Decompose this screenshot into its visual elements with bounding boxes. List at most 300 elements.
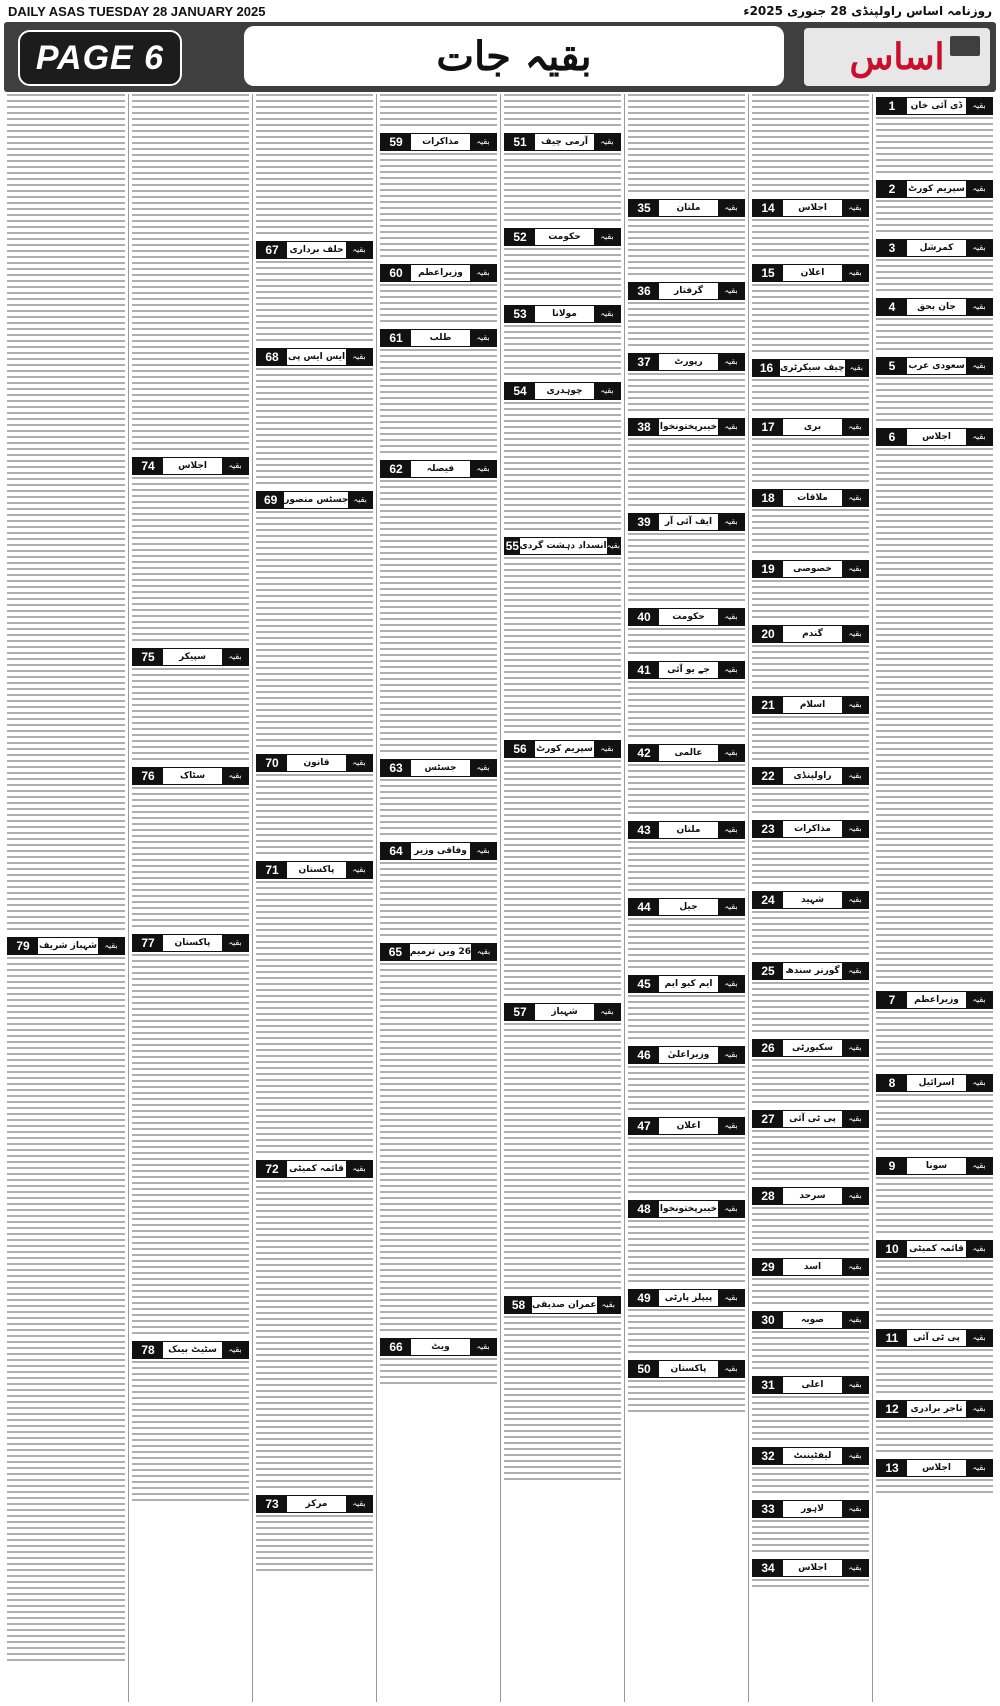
continuation-title: وزیراعظم [418,268,463,278]
continuation-title: سپریم کورٹ [536,744,593,754]
continuation-header [628,1360,745,1378]
article-text-block [256,881,373,1157]
article-text-block [752,509,869,557]
article-text-block [752,580,869,622]
continuation-header [752,1447,869,1465]
continuation-title: گرفتار [674,286,703,296]
continuation-number: 37 [629,354,659,370]
continuation-number: 71 [257,862,287,878]
continued-tag: بقیہ [842,1259,868,1275]
continuation-number: 19 [753,561,783,577]
continued-tag: بقیہ [222,458,248,474]
continuation-number: 67 [257,242,287,258]
continuation-number: 2 [877,181,907,197]
continuation-number: 76 [133,768,163,784]
article-text-block [876,1349,993,1397]
continuation-header [752,1110,869,1128]
continued-tag: بقیہ [346,755,372,771]
continued-tag: بقیہ [718,1290,744,1306]
continuation-title: آرمی چیف [541,137,588,147]
article-text-block [752,1579,869,1591]
article-text-block [380,284,497,326]
continuation-header [752,1376,869,1394]
continuation-number: 78 [133,1342,163,1358]
continued-tag: بقیہ [346,862,372,878]
continuation-title: مذاکرات [422,137,459,147]
article-text-block [256,261,373,345]
continuation-title: صوبہ [801,1315,824,1325]
continuation-header [504,305,621,323]
article-text-block [876,1479,993,1497]
article-text-block [752,438,869,486]
continuation-number: 75 [133,649,163,665]
continuation-header [132,934,249,952]
continuation-header [876,97,993,115]
continuation-header [752,767,869,785]
article-text-block [380,94,497,130]
continuation-header [7,937,125,955]
continuation-number: 77 [133,935,163,951]
continuation-title: سرحد [799,1191,826,1201]
continued-tag: بقیہ [842,1312,868,1328]
article-text-block [628,1220,745,1286]
continuation-title: اجلاس [922,432,951,442]
continuation-number: 50 [629,1361,659,1377]
continuation-header [752,962,869,980]
continuation-number: 31 [753,1377,783,1393]
continuation-number: 41 [629,662,659,678]
continued-tag: بقیہ [718,609,744,625]
continuation-header [380,329,497,347]
continued-tag: بقیہ [594,741,620,757]
continued-tag: بقیہ [594,306,620,322]
continuation-number: 8 [877,1075,907,1091]
continued-tag: بقیہ [718,354,744,370]
continued-tag: بقیہ [842,768,868,784]
continuation-header [256,1160,373,1178]
continuation-title: رپورٹ [674,357,703,367]
continuation-title: اسرائیل [918,1078,955,1088]
article-text-block [256,774,373,858]
continuation-title: ملتان [676,825,701,835]
article-text-block [752,840,869,888]
continuation-number: 74 [133,458,163,474]
continuation-title: وفاقی وزیر [414,846,467,856]
continuation-number: 51 [505,134,535,150]
continued-tag: بقیہ [842,892,868,908]
continuation-header [504,382,621,400]
continuation-number: 7 [877,992,907,1008]
continuation-title: لیفٹیننٹ [793,1451,832,1461]
continuation-header [380,842,497,860]
continuation-header [504,1296,621,1314]
continued-tag: بقیہ [98,938,124,954]
continued-tag: بقیہ [718,514,744,530]
continuation-number: 28 [753,1188,783,1204]
article-text-block [504,325,621,379]
continued-tag: بقیہ [966,1241,992,1257]
continuation-header [876,991,993,1009]
masthead [4,22,996,92]
article-text-block [628,841,745,895]
continuation-title: اعلان [676,1121,701,1131]
article-text-block [256,94,373,238]
continued-tag: بقیہ [346,242,372,258]
continuation-header [132,457,249,475]
article-text-block [380,480,497,756]
continued-tag: بقیہ [718,1201,744,1217]
continuation-title: مرکز [305,1499,328,1509]
column [252,94,376,1702]
continued-tag: بقیہ [470,330,496,346]
continuation-title: ایم کیو ایم [664,979,713,989]
continued-tag: بقیہ [845,360,868,376]
article-text-block [504,94,621,130]
continued-tag: بقیہ [470,843,496,859]
continuation-title: لاہور [801,1504,824,1514]
continuation-number: 24 [753,892,783,908]
continuation-number: 16 [753,360,780,376]
continuation-title: جسٹس منصور [284,495,349,505]
continuation-header [628,513,745,531]
continuation-number: 20 [753,626,783,642]
continued-tag: بقیہ [718,1361,744,1377]
continuation-header [256,1495,373,1513]
continuation-header [752,1559,869,1577]
continuation-title: سپریم کورٹ [908,184,965,194]
continuation-number: 65 [381,944,410,960]
continuation-number: 22 [753,768,783,784]
continuation-title: حلف برداری [289,245,344,255]
continuation-title: شہید [801,895,824,905]
continuation-title: سعودی عرب [908,361,965,371]
continued-tag: بقیہ [842,1040,868,1056]
continuation-header [752,560,869,578]
continuation-header [628,282,745,300]
continuation-header [876,180,993,198]
continued-tag: بقیہ [346,1496,372,1512]
article-text-block [504,1316,621,1484]
continuation-header [504,228,621,246]
continuation-title: مذاکرات [794,824,831,834]
article-text-block [876,117,993,177]
article-text-block [628,1309,745,1357]
article-text-block [752,219,869,261]
article-text-block [628,533,745,605]
continuation-header [876,239,993,257]
continuation-title: قانون [303,758,330,768]
continuation-number: 26 [753,1040,783,1056]
continuation-title: اجلاس [178,461,207,471]
continuation-title: پیپلز پارٹی [664,1293,713,1303]
continuation-number: 38 [629,419,659,435]
continuation-number: 11 [877,1330,907,1346]
continuation-number: 55 [505,539,519,553]
continuation-title: خصوصی [793,564,832,574]
continuation-header [752,696,869,714]
continuation-number: 47 [629,1118,659,1134]
continued-tag: بقیہ [607,538,620,554]
article-text-block [132,787,249,931]
article-text-block [752,1278,869,1308]
continued-tag: بقیہ [718,745,744,761]
article-text-block [380,862,497,940]
article-text-block [876,259,993,295]
continuation-header [876,1074,993,1092]
continuation-title: وزیراعظم [914,995,959,1005]
continuation-number: 23 [753,821,783,837]
continuation-header [256,861,373,879]
continued-tag: بقیہ [966,181,992,197]
continued-tag: بقیہ [718,1118,744,1134]
article-text-block [628,219,745,279]
continuation-title: گندم [802,629,823,639]
continued-tag: بقیہ [718,822,744,838]
continuation-header [380,264,497,282]
continuation-title: وزیراعلیٰ [667,1050,710,1060]
article-text-block [380,779,497,839]
continuation-header [752,264,869,282]
continuation-header [504,740,621,758]
continuation-number: 46 [629,1047,659,1063]
continuation-header [752,1500,869,1518]
continuation-number: 57 [505,1004,535,1020]
date-line [0,0,1000,22]
continuation-header [256,491,373,509]
continuation-header [256,241,373,259]
article-text-block [628,764,745,818]
continuation-number: 25 [753,963,783,979]
continuation-number: 40 [629,609,659,625]
continuation-title: اجلاس [798,203,827,213]
continuation-title: جسٹس [424,763,457,773]
article-text-block [628,1137,745,1197]
continuation-header [628,1117,745,1135]
continuation-number: 45 [629,976,659,992]
continued-tag: بقیہ [842,963,868,979]
continuation-header [876,298,993,316]
continuation-number: 69 [257,492,284,508]
continuation-title: ملاقات [797,493,828,503]
continuation-title: اعلی [801,1380,824,1390]
continued-tag: بقیہ [966,992,992,1008]
flag-icon [950,36,980,56]
article-text-block [132,954,249,1338]
article-text-block [7,94,125,934]
continuation-title: شہباز شریف [38,941,98,951]
article-text-block [876,448,993,988]
continuation-header [380,460,497,478]
continued-tag: بقیہ [597,1297,620,1313]
continued-tag: بقیہ [346,1161,372,1177]
continuation-number: 68 [257,349,287,365]
continuation-title: قائمہ کمیٹی [289,1164,344,1174]
article-text-block [752,716,869,764]
continued-tag: بقیہ [471,944,496,960]
continued-tag: بقیہ [718,283,744,299]
continuation-header [752,891,869,909]
article-text-block [876,1011,993,1071]
continued-tag: بقیہ [966,1075,992,1091]
continuation-title: اسد [803,1262,822,1272]
continued-tag: بقیہ [842,1377,868,1393]
continuation-header [752,489,869,507]
article-text-block [504,402,621,534]
continued-tag: بقیہ [842,200,868,216]
continuation-number: 4 [877,299,907,315]
newspaper-logo [804,28,990,86]
continued-tag: بقیہ [842,490,868,506]
continuation-title: ویٹ [431,1342,450,1352]
article-text-block [752,1207,869,1255]
continuation-number: 3 [877,240,907,256]
article-text-block [7,957,125,1665]
article-text-block [504,1023,621,1293]
continued-tag: بقیہ [842,1448,868,1464]
continuation-header [628,199,745,217]
continuation-header [876,1240,993,1258]
continuation-header [380,759,497,777]
continuation-title: عمران صدیقی [532,1300,597,1310]
article-text-block [256,511,373,751]
continuation-header [752,1258,869,1276]
continued-tag: بقیہ [842,697,868,713]
continuation-number: 29 [753,1259,783,1275]
article-text-block [504,248,621,302]
article-text-block [752,1520,869,1556]
continuation-title: تاجر برادری [910,1404,963,1414]
continuation-header [752,359,869,377]
continuation-header [256,348,373,366]
continuation-title: چیف سیکرٹری [780,363,845,373]
continuation-title: ملتان [676,203,701,213]
continuation-number: 5 [877,358,907,374]
article-text-block [504,557,621,737]
continuation-number: 33 [753,1501,783,1517]
continuation-number: 36 [629,283,659,299]
continued-tag: بقیہ [222,649,248,665]
continuation-header [628,821,745,839]
continuation-title: انسداد دہشت گردی [519,541,607,551]
continued-tag: بقیہ [966,1330,992,1346]
page-title: بقیہ جات [244,26,784,86]
continuation-header [380,1338,497,1356]
continued-tag: بقیہ [222,1342,248,1358]
continued-tag: بقیہ [470,134,496,150]
continuation-header [628,661,745,679]
column [500,94,624,1702]
continued-tag: بقیہ [718,1047,744,1063]
continuation-header [628,1200,745,1218]
continuation-header [752,199,869,217]
column [624,94,748,1702]
continuation-number: 79 [8,938,38,954]
article-text-block [752,787,869,817]
continuation-title: پاکستان [670,1364,707,1374]
continuation-number: 44 [629,899,659,915]
continuation-number: 42 [629,745,659,761]
continued-tag: بقیہ [718,419,744,435]
continuation-header [876,428,993,446]
continued-tag: بقیہ [842,561,868,577]
continuation-title: جیل [679,902,698,912]
continuation-header [628,1046,745,1064]
continuation-title: راولپنڈی [793,771,832,781]
continuation-header [132,767,249,785]
article-text-block [628,918,745,972]
continuation-number: 54 [505,383,535,399]
article-text-block [628,995,745,1043]
continuation-title: خیبرپختونخوا [659,1204,718,1214]
continuation-title: سٹیٹ بینک [168,1345,217,1355]
continuation-title: شہباز [551,1007,578,1017]
continuation-header [132,1341,249,1359]
article-text-block [132,1361,249,1505]
article-text-block [504,760,621,1000]
continued-tag: بقیہ [842,265,868,281]
continuation-title: ڈی آئی خان [910,101,963,111]
article-text-block [876,1177,993,1237]
article-text-block [628,94,745,196]
continuation-title: ایف آئی آر [664,517,713,527]
continued-tag: بقیہ [842,419,868,435]
continued-tag: بقیہ [222,768,248,784]
continuation-title: سپیکر [178,652,207,662]
continuation-header [628,608,745,626]
continuation-number: 9 [877,1158,907,1174]
continuation-title: پاکستان [174,938,211,948]
continuation-header [752,1039,869,1057]
continuation-number: 58 [505,1297,532,1313]
date-line-english: DAILY ASAS TUESDAY 28 JANUARY 2025 [8,3,266,19]
continuation-number: 48 [629,1201,659,1217]
article-text-block [132,668,249,764]
column [872,94,996,1702]
continuation-number: 64 [381,843,411,859]
continued-tag: بقیہ [842,1111,868,1127]
continuation-title: بری [803,422,822,432]
article-text-block [628,1380,745,1416]
continuation-title: اجلاس [922,1463,951,1473]
continuation-header [876,1459,993,1477]
continued-tag: بقیہ [348,492,372,508]
continued-tag: بقیہ [470,760,496,776]
continuation-number: 10 [877,1241,907,1257]
article-text-block [628,681,745,741]
article-text-block [628,438,745,510]
continuation-title: پی ٹی آئی [913,1333,960,1343]
continued-tag: بقیہ [966,98,992,114]
continuation-number: 49 [629,1290,659,1306]
continuation-header [752,625,869,643]
continued-tag: بقیہ [966,1401,992,1417]
continued-tag: بقیہ [842,1560,868,1576]
continued-tag: بقیہ [222,935,248,951]
continuation-number: 70 [257,755,287,771]
continuation-number: 1 [877,98,907,114]
page-number-badge: PAGE 6 [18,30,182,86]
continuation-title: خیبرپختونخوا [659,422,718,432]
continued-tag: بقیہ [966,358,992,374]
continuation-header [628,744,745,762]
continuation-header [628,975,745,993]
continued-tag: بقیہ [966,1158,992,1174]
continuation-number: 35 [629,200,659,216]
continuation-title: گورنر سندھ [785,966,840,976]
continuation-header [752,820,869,838]
continuation-title: پی ٹی آئی [789,1114,836,1124]
continuation-header [504,537,621,555]
